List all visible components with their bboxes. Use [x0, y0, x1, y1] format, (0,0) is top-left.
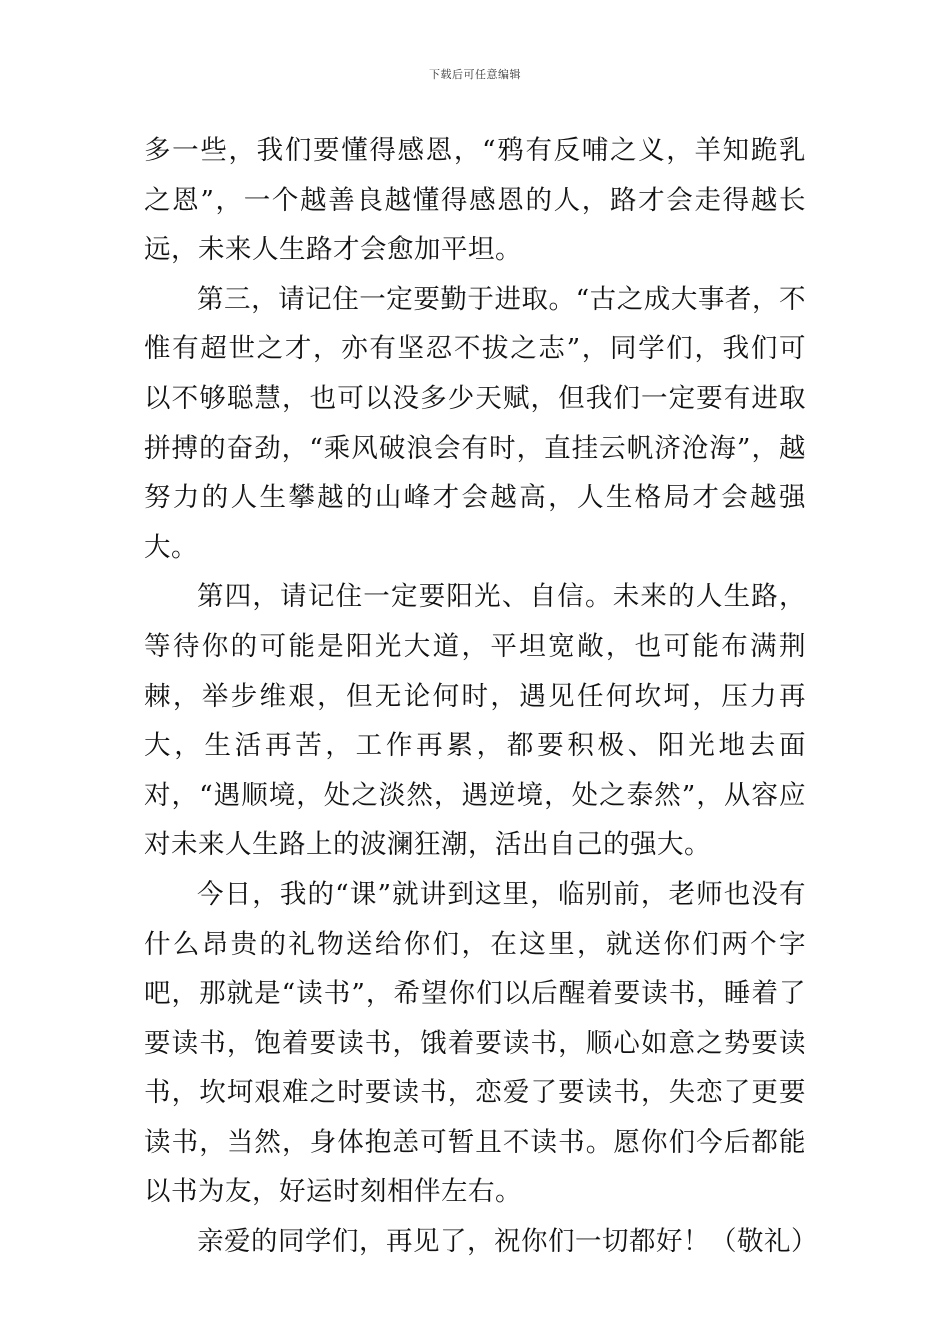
paragraph-5: 亲爱的同学们，再见了，祝你们一切都好！（敬礼）	[197, 1226, 818, 1258]
paragraph-4: 今日，我的“课”就讲到这里，临别前，老师也没有什么昂贵的礼物送给你们，在这里，就送你们两个字吧，那就是“读书”，希望你们以后醒着要读书，睡着了要读书，饱着要读书，饿着要读书，顺心如意之势要读书，坎坷艰难之时要读书，恋爱了要读书，失恋了更要读书，当然，身体抱恙可暂且不读书。愿你们今后都能以书为友，好运时刻相伴左右。	[144, 878, 806, 1208]
paragraph-3: 第四，请记住一定要阳光、自信。未来的人生路，等待你的可能是阳光大道，平坦宽敞，也可能布满荆棘，举步维艰，但无论何时，遇见任何坎坷，压力再大，生活再苦，工作再累，都要积极、阳光地去面对，“遇顺境，处之淡然，遇逆境，处之泰然”，从容应对未来人生路上的波澜狂潮，活出自己的强大。	[144, 581, 806, 861]
paragraph-1: 多一些，我们要懂得感恩，“鸦有反哺之义，羊知跪乳之恩”，一个越善良越懂得感恩的人，路才会走得越长远，未来人生路才会愈加平坦。	[144, 135, 806, 266]
paragraph-2: 第三，请记住一定要勤于进取。“古之成大事者，不惟有超世之才，亦有坚忍不拔之志”，同学们，我们可以不够聪慧，也可以没多少天赋，但我们一定要有进取拼搏的奋劲，“乘风破浪会有时，直挂云帆济沧海”，越努力的人生攀越的山峰才会越高，人生格局才会越强大。	[144, 283, 806, 563]
document-body	[144, 126, 818, 1267]
page-header: 下载后可任意编辑	[429, 68, 521, 81]
